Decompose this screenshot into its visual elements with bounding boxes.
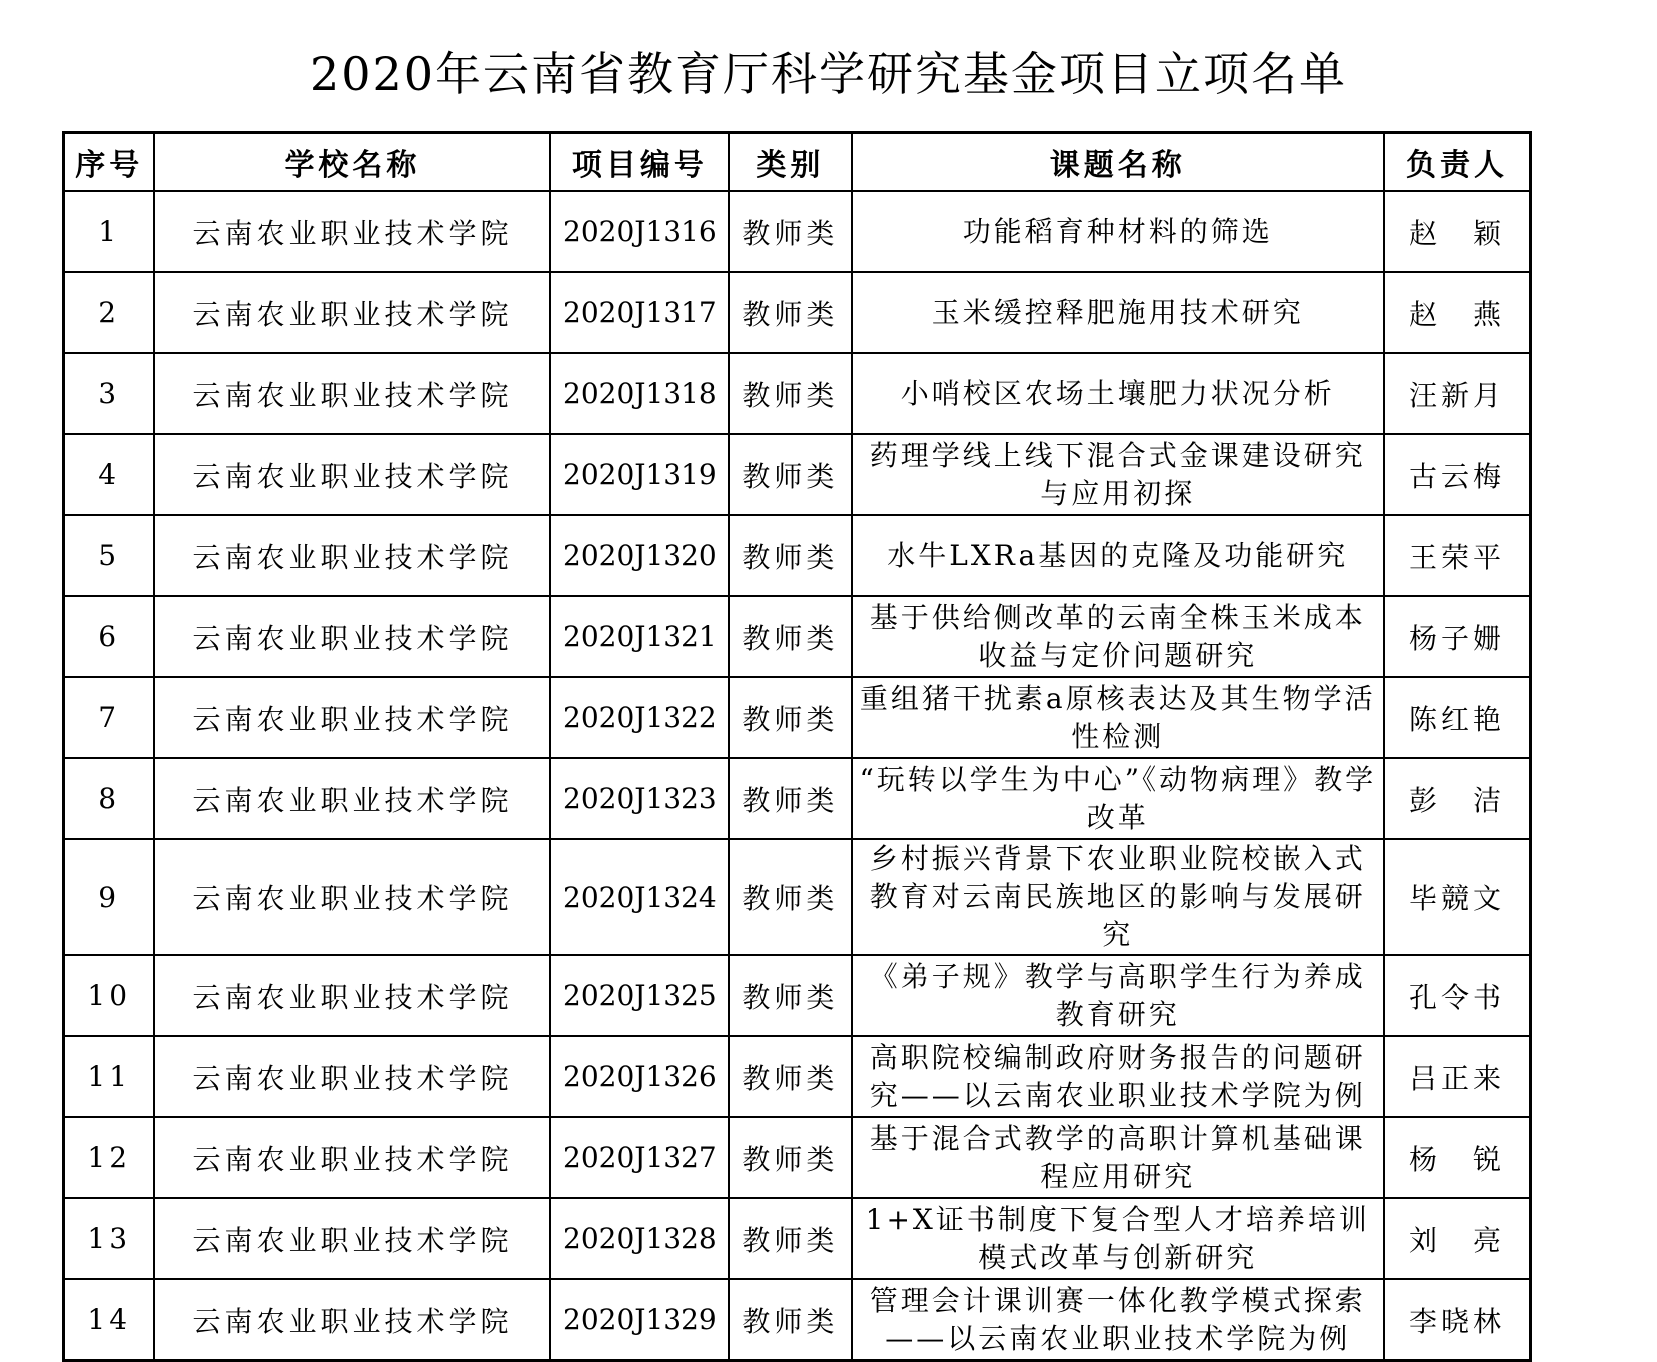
cell-no: 6 xyxy=(64,596,155,677)
cell-leader: 孔令书 xyxy=(1384,955,1531,1036)
cell-school: 云南农业职业技术学院 xyxy=(154,1117,550,1198)
cell-leader: 古云梅 xyxy=(1384,434,1531,515)
cell-no: 9 xyxy=(64,839,155,955)
cell-type: 教师类 xyxy=(729,955,851,1036)
cell-type: 教师类 xyxy=(729,1117,851,1198)
cell-no: 13 xyxy=(64,1198,155,1279)
cell-code: 2020J1329 xyxy=(550,1279,729,1361)
cell-leader: 杨子姗 xyxy=(1384,596,1531,677)
cell-school: 云南农业职业技术学院 xyxy=(154,1279,550,1361)
cell-leader: 王荣平 xyxy=(1384,515,1531,596)
cell-school: 云南农业职业技术学院 xyxy=(154,758,550,839)
cell-topic: 基于混合式教学的高职计算机基础课程应用研究 xyxy=(852,1117,1384,1198)
table-row xyxy=(64,758,1531,839)
table-row xyxy=(64,1198,1531,1279)
cell-code: 2020J1317 xyxy=(550,272,729,353)
table-row xyxy=(64,434,1531,515)
cell-code: 2020J1321 xyxy=(550,596,729,677)
cell-leader: 吕正来 xyxy=(1384,1036,1531,1117)
cell-leader: 陈红艳 xyxy=(1384,677,1531,758)
cell-type: 教师类 xyxy=(729,1198,851,1279)
cell-type: 教师类 xyxy=(729,596,851,677)
cell-school: 云南农业职业技术学院 xyxy=(154,1198,550,1279)
cell-topic: 乡村振兴背景下农业职业院校嵌入式教育对云南民族地区的影响与发展研究 xyxy=(852,839,1384,955)
table-row xyxy=(64,1036,1531,1117)
cell-topic: 小哨校区农场土壤肥力状况分析 xyxy=(852,353,1384,434)
table-row xyxy=(64,1279,1531,1361)
cell-leader: 杨 锐 xyxy=(1384,1117,1531,1198)
cell-topic: 基于供给侧改革的云南全株玉米成本收益与定价问题研究 xyxy=(852,596,1384,677)
cell-topic: 功能稻育种材料的筛选 xyxy=(852,191,1384,272)
cell-school: 云南农业职业技术学院 xyxy=(154,434,550,515)
cell-school: 云南农业职业技术学院 xyxy=(154,596,550,677)
header-leader: 负责人 xyxy=(1384,133,1531,192)
cell-code: 2020J1319 xyxy=(550,434,729,515)
cell-type: 教师类 xyxy=(729,353,851,434)
cell-code: 2020J1323 xyxy=(550,758,729,839)
cell-no: 3 xyxy=(64,353,155,434)
header-type: 类别 xyxy=(729,133,851,192)
table-row xyxy=(64,839,1531,955)
cell-type: 教师类 xyxy=(729,272,851,353)
cell-no: 8 xyxy=(64,758,155,839)
cell-code: 2020J1324 xyxy=(550,839,729,955)
cell-code: 2020J1328 xyxy=(550,1198,729,1279)
table-row xyxy=(64,677,1531,758)
cell-code: 2020J1318 xyxy=(550,353,729,434)
cell-type: 教师类 xyxy=(729,758,851,839)
table-row xyxy=(64,353,1531,434)
cell-school: 云南农业职业技术学院 xyxy=(154,272,550,353)
cell-topic: “玩转以学生为中心”《动物病理》教学改革 xyxy=(852,758,1384,839)
cell-topic: 管理会计课训赛一体化教学模式探索——以云南农业职业技术学院为例 xyxy=(852,1279,1384,1361)
cell-topic: 水牛LXRa基因的克隆及功能研究 xyxy=(852,515,1384,596)
cell-school: 云南农业职业技术学院 xyxy=(154,353,550,434)
cell-school: 云南农业职业技术学院 xyxy=(154,955,550,1036)
cell-type: 教师类 xyxy=(729,191,851,272)
header-school: 学校名称 xyxy=(154,133,550,192)
cell-code: 2020J1320 xyxy=(550,515,729,596)
cell-no: 7 xyxy=(64,677,155,758)
cell-no: 10 xyxy=(64,955,155,1036)
cell-topic: 高职院校编制政府财务报告的问题研究——以云南农业职业技术学院为例 xyxy=(852,1036,1384,1117)
cell-code: 2020J1316 xyxy=(550,191,729,272)
cell-school: 云南农业职业技术学院 xyxy=(154,1036,550,1117)
cell-type: 教师类 xyxy=(729,677,851,758)
cell-code: 2020J1327 xyxy=(550,1117,729,1198)
cell-type: 教师类 xyxy=(729,839,851,955)
cell-no: 12 xyxy=(64,1117,155,1198)
cell-leader: 赵 燕 xyxy=(1384,272,1531,353)
cell-type: 教师类 xyxy=(729,515,851,596)
cell-leader: 刘 亮 xyxy=(1384,1198,1531,1279)
cell-code: 2020J1325 xyxy=(550,955,729,1036)
table-row xyxy=(64,1117,1531,1198)
cell-school: 云南农业职业技术学院 xyxy=(154,677,550,758)
cell-leader: 汪新月 xyxy=(1384,353,1531,434)
cell-topic: 药理学线上线下混合式金课建设研究与应用初探 xyxy=(852,434,1384,515)
header-topic: 课题名称 xyxy=(852,133,1384,192)
cell-leader: 毕競文 xyxy=(1384,839,1531,955)
table-row xyxy=(64,191,1531,272)
cell-leader: 赵 颖 xyxy=(1384,191,1531,272)
cell-school: 云南农业职业技术学院 xyxy=(154,191,550,272)
table-row xyxy=(64,596,1531,677)
cell-type: 教师类 xyxy=(729,1279,851,1361)
cell-topic: 重组猪干扰素a原核表达及其生物学活性检测 xyxy=(852,677,1384,758)
cell-no: 1 xyxy=(64,191,155,272)
table-row xyxy=(64,272,1531,353)
cell-no: 11 xyxy=(64,1036,155,1117)
cell-topic: 《弟子规》教学与高职学生行为养成教育研究 xyxy=(852,955,1384,1036)
cell-code: 2020J1322 xyxy=(550,677,729,758)
cell-no: 14 xyxy=(64,1279,155,1361)
cell-type: 教师类 xyxy=(729,1036,851,1117)
table-row xyxy=(64,955,1531,1036)
header-no: 序号 xyxy=(64,133,155,192)
table-header-row xyxy=(64,133,1531,192)
cell-code: 2020J1326 xyxy=(550,1036,729,1117)
cell-leader: 李晓林 xyxy=(1384,1279,1531,1361)
cell-no: 2 xyxy=(64,272,155,353)
project-list-table xyxy=(62,131,1532,1362)
cell-topic: 玉米缓控释肥施用技术研究 xyxy=(852,272,1384,353)
cell-school: 云南农业职业技术学院 xyxy=(154,515,550,596)
cell-no: 4 xyxy=(64,434,155,515)
cell-topic: 1+X证书制度下复合型人才培养培训模式改革与创新研究 xyxy=(852,1198,1384,1279)
cell-school: 云南农业职业技术学院 xyxy=(154,839,550,955)
cell-no: 5 xyxy=(64,515,155,596)
document-title: 2020年云南省教育厅科学研究基金项目立项名单 xyxy=(309,47,1348,101)
table-row xyxy=(64,515,1531,596)
header-code: 项目编号 xyxy=(550,133,729,192)
cell-leader: 彭 洁 xyxy=(1384,758,1531,839)
cell-type: 教师类 xyxy=(729,434,851,515)
